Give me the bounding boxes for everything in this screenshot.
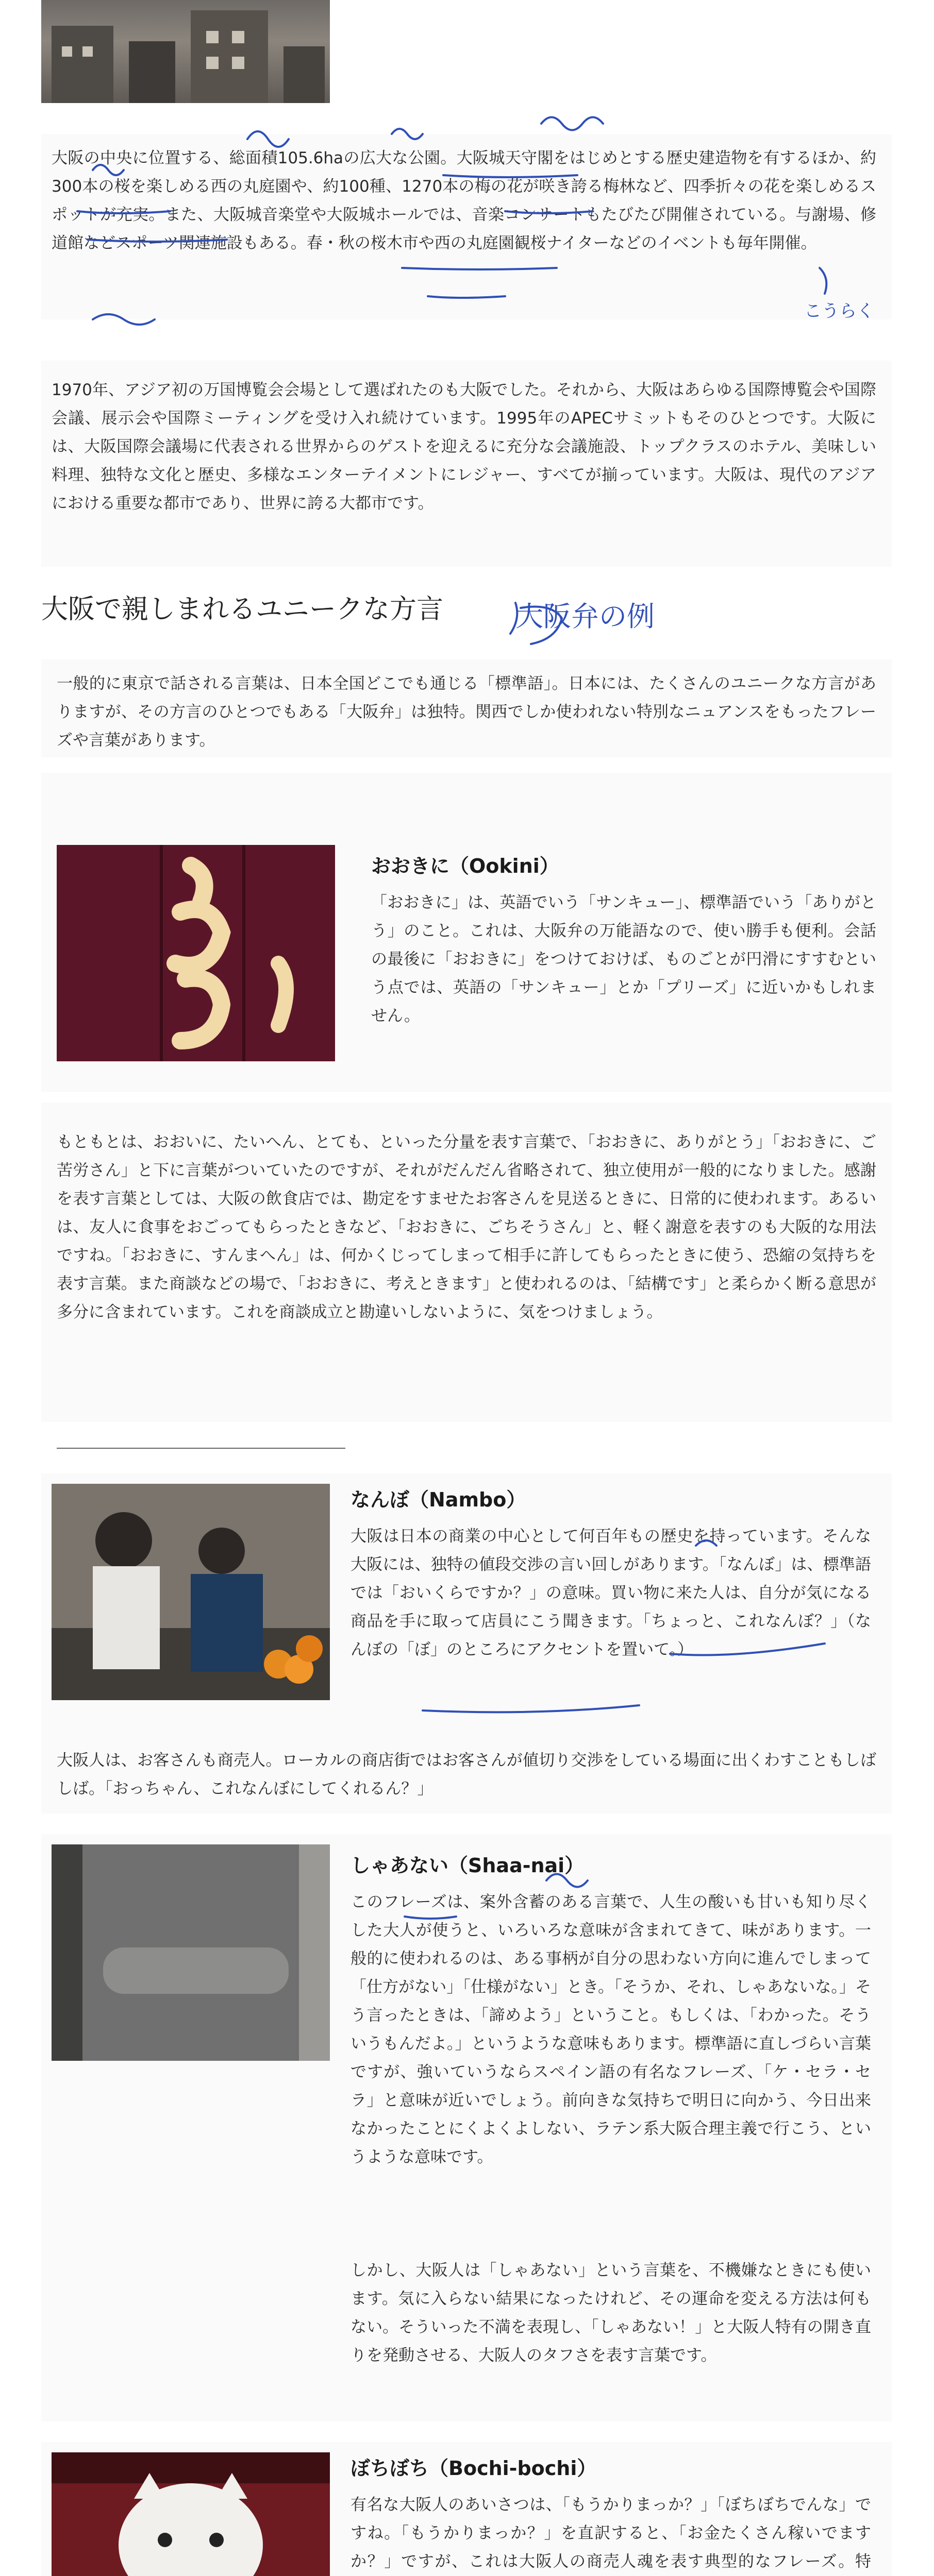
intro-text: 大阪の中央に位置する、総面積105.6haの広大な公園。大阪城天守閣をはじめとする歴史建造物を有するほか、約300本の桜を楽しめる西の丸庭園や、約100種、1270本の梅の花が咲き誇る梅林など、四季折々の花を楽しめるスポットが充実。また、大阪城音楽堂や大阪城ホールでは、音楽コンサートもたびたび開催されている。与謝場、修道館などスポーツ関連施設もある。春・秋の桜木市や西の丸庭園観桜ナイターなどのイベントも毎年開催。 (52, 149, 876, 252)
history-card (41, 361, 892, 567)
entry-title-nambo: なんぼ（Nambo） (351, 1488, 526, 1511)
entry-title-ookini: おおきに（Ookini） (371, 855, 559, 877)
lead-card (41, 659, 892, 757)
maneki-neko-photo (52, 2452, 330, 2576)
entry-title-shaanai: しゃあない（Shaa-nai） (351, 1854, 585, 1877)
maneki-neko-illustration (52, 2452, 330, 2576)
lead-text: 一般的に東京で話される言葉は、日本全国どこでも通じる「標準語」。日本には、たくさんのユニークな方言がありますが、その方言のひとつでもある「大阪弁」は独特。関西でしか使われない特別なニュアンスをもったフレーズや言葉があります。 (57, 674, 876, 750)
noren-illustration (57, 845, 335, 1061)
ookini-extra-card (41, 1103, 892, 1422)
entry-bochibochi (41, 2442, 892, 2576)
shaanai-photo (52, 1844, 330, 2061)
handwritten-heading-note: 大阪弁の例 (515, 600, 655, 633)
entry-text-ookini: 「おおきに」は、英語でいう「サンキュー」、標準語でいう「ありがとう」のこと。これは、大阪弁の万能語なので、使い勝手も便利。会話の最後に「おおきに」をつけておけば、ものごとが円滑にすすむという点では、英語の「サンキュー」とか「プリーズ」に近いかもしれません。 (371, 893, 876, 1025)
nambo-market-photo (52, 1484, 330, 1700)
osaka-castle-photo (41, 0, 330, 103)
entry-nambo (41, 1473, 892, 1762)
entry-text-shaanai: このフレーズは、案外含蓄のある言葉で、人生の酸いも甘いも知り尽くした大人が使うと、いろいろな意味が含まれてきて、味があります。一般的に使われるのは、ある事柄が自分の思わない方向に進んでしまって「仕方がない」「仕様がない」とき。「そうか、それ、しゃあないな。」そう言ったときは、「諦めよう」ということ。もしくは、「わかった。そういうもんだよ。」というような意味もあります。標準語に直しづらい言葉ですが、強いていうならスペイン語の有名なフレーズ、「ケ・セラ・セラ」と意味が近いでしょう。前向きな気持ちで明日に向かう、今日出来なかったことにくよくよしない、ラテン系大阪合理主義で行こう、というような意味です。 (351, 1893, 871, 2166)
handwritten-note-top: こうらく (804, 301, 874, 321)
history-text: 1970年、アジア初の万国博覧会会場として選ばれたのも大阪でした。それから、大阪はあらゆる国際博覧会や国際会議、展示会や国際ミーティングを受け入れ続けています。1995年のAPECサミットもそのひとつです。大阪には、大阪国際会議場に代表される世界からのゲストを迎えるに充分な会議施設、トップクラスのホテル、美味しい料理、独特な文化と歴史、多様なエンターテイメントにレジャー、すべてが揃っています。大阪は、現代のアジアにおける重要な都市であり、世界に誇る大都市です。 (52, 381, 876, 513)
nambo-extra-text: 大阪人は、お客さんも商売人。ローカルの商店街ではお客さんが値切り交渉をしている場面に出くわすこともしばしば。「おっちゃん、これなんぼにしてくれるん？」 (57, 1751, 876, 1798)
divider (57, 1448, 345, 1449)
entry-title-bochibochi: ぼちぼち（Bochi-bochi） (351, 2457, 597, 2480)
intro-card (41, 134, 892, 319)
scribble-mark (541, 117, 603, 130)
folded-arms-illustration (52, 1844, 330, 2061)
entry-ookini (41, 773, 892, 1092)
entry-text-nambo: 大阪は日本の商業の中心として何百年もの歴史を持っています。そんな大阪には、独特の値段交渉の言い回しがあります。「なんぼ」は、標準語では「おいくらですか？」の意味。買い物に来た人は、自分が気になる商品を手に取って店員にこう聞きます。「ちょっと、これなんぼ？」（なんぼの「ぼ」のところにアクセントを置いて。） (351, 1527, 871, 1659)
nambo-extra-card (41, 1736, 892, 1814)
entry-shaanai (41, 1834, 892, 2421)
entry-text-bochibochi: 有名な大阪人のあいさつは、「もうかりまっか？」「ぼちぼちでんな」ですね。「もうかりまっか？」を直訳すると、「お金たくさん稼いでますか？」ですが、これは大阪人の商売人魂を表す典型的なフレーズ。特 (351, 2496, 871, 2571)
market-illustration (52, 1484, 330, 1700)
ookini-extra-text: もともとは、おおいに、たいへん、とても、といった分量を表す言葉で、「おおきに、ありがとう」「おおきに、ご苦労さん」と下に言葉がついていたのですが、それがだんだん省略されて、独立使用が一般的になりました。感謝を表す言葉としては、大阪の飲食店では、勘定をすませたお客さんを見送るときに、日常的に使われます。あるいは、友人に食事をおごってもらったときなど、「おおきに、ごちそうさん」と、軽く謝意を表すのも大阪的な用法ですね。「おおきに、すんまへん」は、何かくじってしまって相手に許してもらったときに使う、恐縮の気持ちを表す言葉。また商談などの場で、「おおきに、考えときます」と使われるのは、「結構です」と柔らかく断る意思が多分に含まれています。これを商談成立と勘違いしないように、気をつけましょう。 (57, 1133, 877, 1321)
entry-text2-shaanai: しかし、大阪人は「しゃあない」という言葉を、不機嫌なときにも使います。気に入らない結果になったけれど、その運命を変える方法は何もない。そういった不満を表現し、「しゃあない！」と大阪人特有の開き直りを発動させる、大阪人のタフさを表す言葉です。 (351, 2261, 871, 2365)
section-heading: 大阪で親しまれるユニークな方言 (41, 594, 444, 625)
heading-scribble (510, 603, 562, 644)
ookini-noren-photo (57, 845, 335, 1061)
